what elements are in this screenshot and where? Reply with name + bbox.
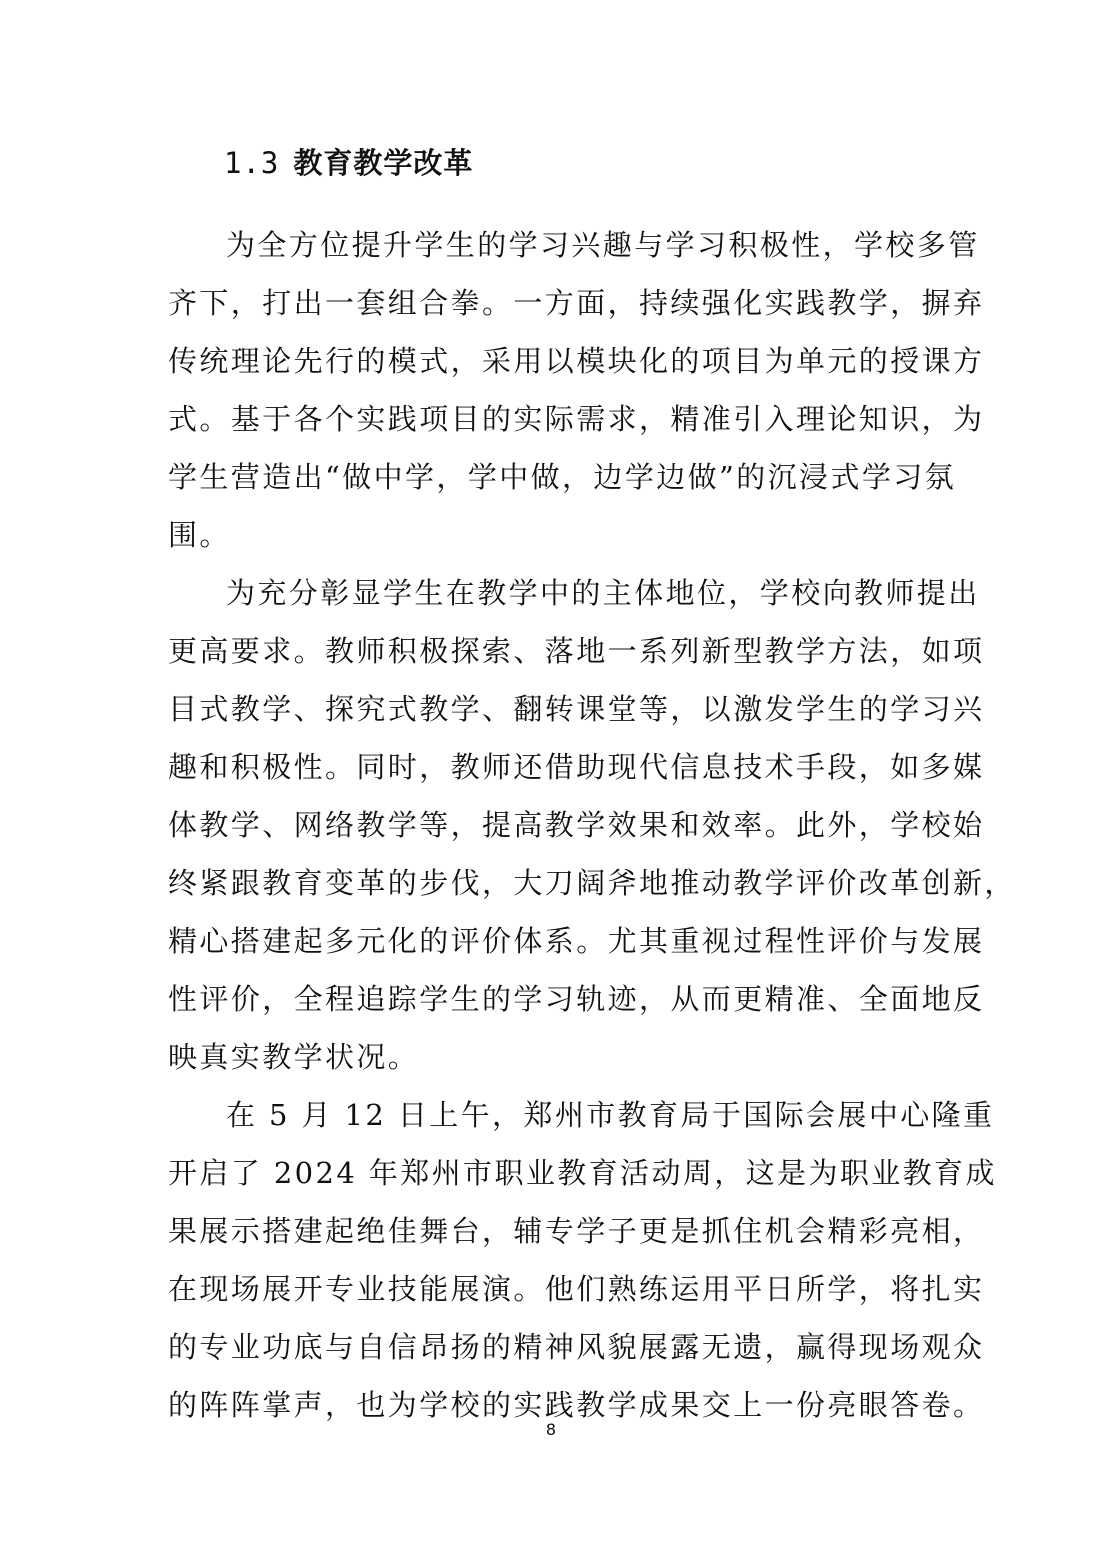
page-number: 8 — [545, 1420, 557, 1439]
paragraph-line: 更高要求。教师积极探索、落地一系列新型教学方法，如项 — [168, 634, 985, 668]
paragraph-line: 体教学、网络教学等，提高教学效果和效率。此外，学校始 — [168, 808, 985, 842]
paragraph-line: 为全方位提升学生的学习兴趣与学习积极性，学校多管 — [226, 228, 980, 262]
paragraph-line: 目式教学、探究式教学、翻转课堂等，以激发学生的学习兴 — [168, 692, 985, 726]
section-heading — [224, 138, 473, 188]
paragraph-line: 映真实教学状况。 — [168, 1040, 420, 1074]
body-text — [168, 216, 1016, 1434]
section-number: 1.3 — [224, 146, 280, 180]
paragraph-line: 式。基于各个实践项目的实际需求，精准引入理论知识，为 — [168, 402, 985, 436]
paragraph-line: 在 5 月 12 日上午，郑州市教育局于国际会展中心隆重 — [226, 1098, 995, 1132]
paragraph-line: 性评价，全程追踪学生的学习轨迹，从而更精准、全面地反 — [168, 982, 985, 1016]
paragraph-line: 的阵阵掌声，也为学校的实践教学成果交上一份亮眼答卷。 — [168, 1388, 985, 1422]
paragraph-line: 精心搭建起多元化的评价体系。尤其重视过程性评价与发展 — [168, 924, 985, 958]
paragraph — [168, 216, 985, 564]
paragraph-line: 果展示搭建起绝佳舞台，辅专学子更是抓住机会精彩亮相， — [168, 1214, 985, 1248]
paragraph — [168, 564, 1016, 1086]
paragraph-line: 终紧跟教育变革的步伐，大刀阔斧地推动教学评价改革创新， — [168, 866, 1016, 900]
paragraph-line: 的专业功底与自信昂扬的精神风貌展露无遗，赢得现场观众 — [168, 1330, 985, 1364]
paragraph-line: 学生营造出“做中学，学中做，边学边做”的沉浸式学习氛 — [168, 460, 957, 494]
paragraph-line: 传统理论先行的模式，采用以模块化的项目为单元的授课方 — [168, 344, 985, 378]
paragraph-line: 齐下，打出一套组合拳。一方面，持续强化实践教学，摒弃 — [168, 286, 985, 320]
paragraph-line: 围。 — [168, 518, 231, 552]
section-title: 教育教学改革 — [293, 146, 474, 180]
paragraph — [168, 1086, 997, 1434]
paragraph-line: 在现场展开专业技能展演。他们熟练运用平日所学，将扎实 — [168, 1272, 985, 1306]
paragraph-line: 趣和积极性。同时，教师还借助现代信息技术手段，如多媒 — [168, 750, 985, 784]
paragraph-line: 为充分彰显学生在教学中的主体地位，学校向教师提出 — [226, 576, 980, 610]
paragraph-line: 开启了 2024 年郑州市职业教育活动周，这是为职业教育成 — [168, 1156, 997, 1190]
